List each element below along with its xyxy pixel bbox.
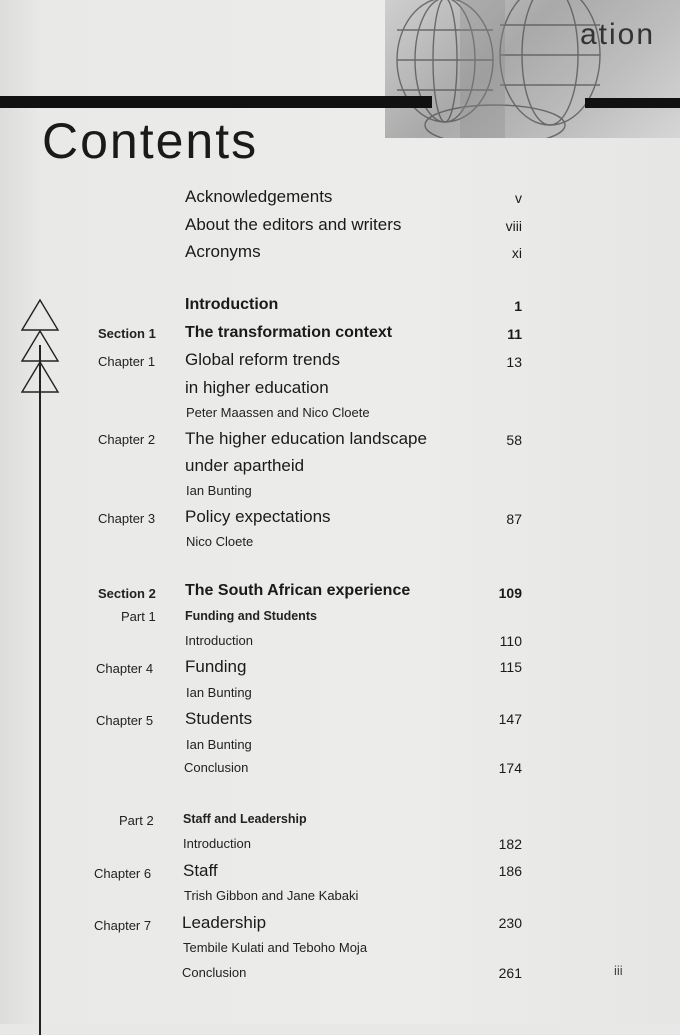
triangle-ornament [21,298,61,403]
section1-page: 11 [507,326,522,342]
chapter6-page: 186 [498,863,522,879]
chapter6-label: Chapter 6 [94,866,152,881]
toc-introduction[interactable]: Introduction [185,296,279,313]
chapter7-author: Tembile Kulati and Teboho Moja [183,940,368,955]
part2-introduction[interactable]: Introduction [183,836,251,851]
photo-caption-text: ation [580,18,656,51]
chapter3-title[interactable]: Policy expectations [185,507,331,526]
section2-page: 109 [498,585,522,601]
part1-conclusion-page: 174 [498,760,522,776]
chapter1-author: Peter Maassen and Nico Cloete [186,405,370,420]
header-rule-right [585,98,680,108]
section2-title[interactable]: The South African experience [185,582,411,599]
toc-acknowledgements[interactable]: Acknowledgements [185,187,333,206]
chapter4-author: Ian Bunting [186,685,252,700]
chapter7-page: 230 [498,915,522,931]
section1-label: Section 1 [98,326,156,341]
chapter2-label: Chapter 2 [98,432,156,447]
toc-acknowledgements-page: v [515,190,522,206]
chapter5-author: Ian Bunting [186,737,252,752]
chapter4-title[interactable]: Funding [185,657,247,676]
part1-conclusion[interactable]: Conclusion [184,760,249,775]
chapter2-author: Ian Bunting [186,483,252,498]
chapter3-author: Nico Cloete [186,534,254,549]
part1-introduction[interactable]: Introduction [185,633,253,648]
chapter5-label: Chapter 5 [96,713,154,728]
section2-label: Section 2 [98,586,156,601]
chapter7-title[interactable]: Leadership [182,913,267,932]
toc-about-editors-page: viii [505,218,522,234]
chapter6-author: Trish Gibbon and Jane Kabaki [184,888,359,903]
chapter1-title-line2[interactable]: in higher education [185,378,329,397]
header-rule-left [0,96,432,108]
toc-about-editors[interactable]: About the editors and writers [185,215,402,234]
chapter6-title[interactable]: Staff [183,861,218,880]
toc-introduction-page: 1 [514,298,522,314]
chapter1-page: 13 [506,354,522,370]
triangles-icon [21,298,61,398]
section1-title[interactable]: The transformation context [185,324,393,341]
part1-title[interactable]: Funding and Students [185,609,317,623]
part2-conclusion-page: 261 [498,965,522,981]
page-number: iii [614,963,623,978]
part1-introduction-page: 110 [499,633,522,649]
chapter1-label: Chapter 1 [98,354,156,369]
part2-introduction-page: 182 [498,836,522,852]
chapter4-page: 115 [499,659,522,675]
chapter3-page: 87 [506,511,522,527]
chapter5-page: 147 [498,711,522,727]
header-photo [385,0,680,138]
part2-conclusion[interactable]: Conclusion [182,965,247,980]
chapter1-title-line1[interactable]: Global reform trends [185,350,340,369]
chapter7-label: Chapter 7 [94,918,152,933]
part1-label: Part 1 [121,609,156,624]
chapter3-label: Chapter 3 [98,511,156,526]
chapter2-title-line2[interactable]: under apartheid [185,456,305,475]
vertical-rule [39,345,41,1035]
page-title: Contents [42,113,259,169]
part2-title[interactable]: Staff and Leadership [183,812,307,826]
part2-label: Part 2 [119,813,154,828]
toc-acronyms-page: xi [511,245,522,261]
toc-acronyms[interactable]: Acronyms [185,242,261,261]
chapter5-title[interactable]: Students [185,709,253,728]
chapter4-label: Chapter 4 [96,661,154,676]
chapter2-title-line1[interactable]: The higher education landscape [185,429,427,448]
chapter2-page: 58 [506,432,522,448]
